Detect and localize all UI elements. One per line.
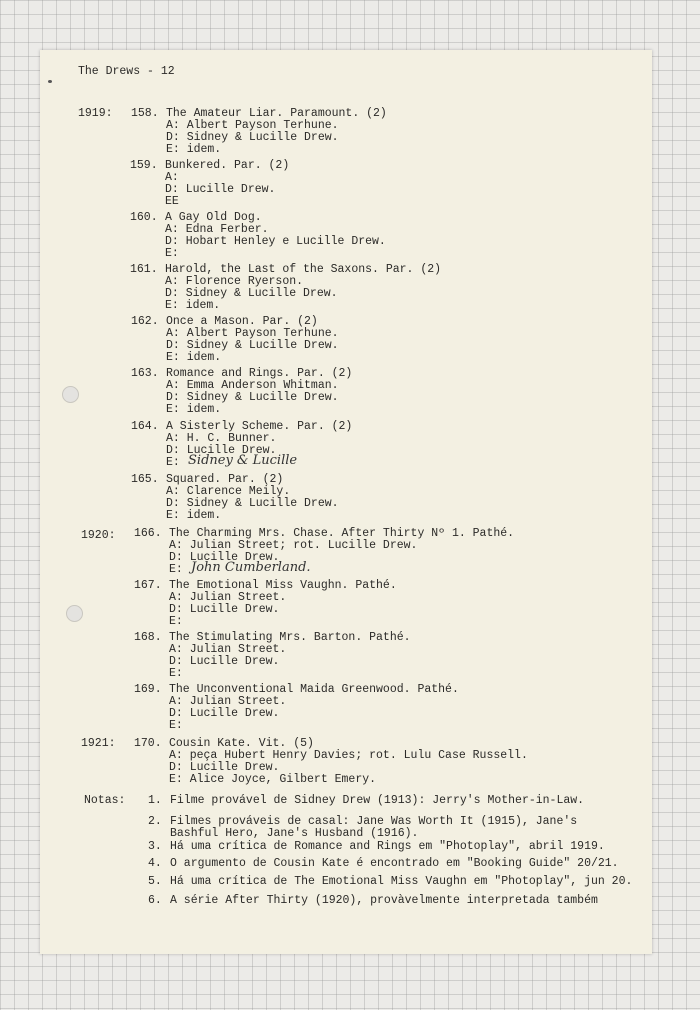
note-number: 3. <box>148 840 162 853</box>
document-page <box>40 50 652 954</box>
entry-cast: E: <box>169 667 183 680</box>
entry-number: 160. <box>130 211 158 224</box>
entry-director: D: Sidney & Lucille Drew. <box>165 287 338 300</box>
entry-author: A: H. C. Bunner. <box>166 432 277 445</box>
entry-director: D: Lucille Drew. <box>169 551 280 564</box>
entry-number: 164. <box>131 420 159 433</box>
punch-hole-bottom <box>66 605 83 622</box>
entry-number: 163. <box>131 367 159 380</box>
entry-cast: E: idem. <box>166 403 222 416</box>
entry-author: A: Edna Ferber. <box>165 223 269 236</box>
entry-number: 169. <box>134 683 162 696</box>
entry-cast: E: <box>169 719 183 732</box>
entry-author: A: peça Hubert Henry Davies; rot. Lulu Case Russell. <box>169 749 528 762</box>
entry-director: D: Hobart Henley e Lucille Drew. <box>165 235 386 248</box>
entry-author: A: Julian Street. <box>169 695 287 708</box>
entry-title: A Sisterly Scheme. Par. (2) <box>166 420 353 433</box>
entry-author: A: Albert Payson Terhune. <box>166 119 339 132</box>
note-text: Filme provável de Sidney Drew (1913): Jerry's Mother-in-Law. <box>170 794 585 807</box>
entry-cast: EE <box>165 195 179 208</box>
entry-author: A: Clarence Meily. <box>166 485 291 498</box>
note-number: 5. <box>148 875 162 888</box>
note-number: 4. <box>148 857 162 870</box>
note-text: Há uma crítica de The Emotional Miss Vaughn em "Photoplay", jun 20. <box>170 875 633 888</box>
entry-number: 158. <box>131 107 159 120</box>
entry-title: Bunkered. Par. (2) <box>165 159 290 172</box>
entry-cast: E: idem. <box>166 509 222 522</box>
entry-director: D: Sidney & Lucille Drew. <box>166 497 339 510</box>
entry-director: D: Lucille Drew. <box>169 707 280 720</box>
entry-author: A: Julian Street. <box>169 591 287 604</box>
entry-title: The Charming Mrs. Chase. After Thirty Nº 1. Pathé. <box>169 527 515 540</box>
entry-title: The Amateur Liar. Paramount. (2) <box>166 107 387 120</box>
entry-cast: E: <box>169 563 183 576</box>
entry-director: D: Lucille Drew. <box>166 444 277 457</box>
entry-cast: E: <box>166 456 180 469</box>
entry-cast: E: <box>169 615 183 628</box>
entry-director: D: Lucille Drew. <box>165 183 276 196</box>
entry-director: D: Sidney & Lucille Drew. <box>166 339 339 352</box>
page-header: The Drews - 12 <box>78 65 175 78</box>
entry-cast: E: idem. <box>165 299 221 312</box>
entry-director: D: Sidney & Lucille Drew. <box>166 131 339 144</box>
entry-cast: E: Alice Joyce, Gilbert Emery. <box>169 773 377 786</box>
note-text: A série After Thirty (1920), provàvelmente interpretada também <box>170 894 598 907</box>
ink-mark <box>48 80 52 83</box>
entry-number: 159. <box>130 159 158 172</box>
punch-hole-top <box>62 386 79 403</box>
entry-director: D: Lucille Drew. <box>169 655 280 668</box>
entry-title: The Stimulating Mrs. Barton. Pathé. <box>169 631 411 644</box>
entry-title: Harold, the Last of the Saxons. Par. (2) <box>165 263 442 276</box>
note-text: O argumento de Cousin Kate é encontrado em "Booking Guide" 20/21. <box>170 857 619 870</box>
entry-title: Romance and Rings. Par. (2) <box>166 367 353 380</box>
entry-cast: E: idem. <box>166 143 222 156</box>
year-1921: 1921: <box>81 737 116 750</box>
entry-number: 170. <box>134 737 162 750</box>
entry-number: 166. <box>134 527 162 540</box>
note-text: Há uma crítica de Romance and Rings em "Photoplay", abril 1919. <box>170 840 605 853</box>
note-number: 2. <box>148 815 162 828</box>
year-1920: 1920: <box>81 529 116 542</box>
entry-number: 168. <box>134 631 162 644</box>
note-text: Bashful Hero, Jane's Husband (1916). <box>170 827 419 840</box>
entry-author: A: Julian Street; rot. Lucille Drew. <box>169 539 418 552</box>
entry-title: Cousin Kate. Vit. (5) <box>169 737 314 750</box>
notes-label: Notas: <box>84 794 126 807</box>
note-number: 6. <box>148 894 162 907</box>
handwritten-cast: John Cumberland. <box>191 560 311 575</box>
entry-title: Squared. Par. (2) <box>166 473 284 486</box>
entry-author: A: Albert Payson Terhune. <box>166 327 339 340</box>
entry-author: A: Julian Street. <box>169 643 287 656</box>
entry-title: The Emotional Miss Vaughn. Pathé. <box>169 579 397 592</box>
entry-director: D: Lucille Drew. <box>169 761 280 774</box>
year-1919: 1919: <box>78 107 113 120</box>
entry-title: Once a Mason. Par. (2) <box>166 315 318 328</box>
entry-author: A: Florence Ryerson. <box>165 275 304 288</box>
entry-cast: E: <box>165 247 179 260</box>
handwritten-cast: Sidney & Lucille <box>188 453 298 468</box>
entry-number: 167. <box>134 579 162 592</box>
entry-author: A: Emma Anderson Whitman. <box>166 379 339 392</box>
entry-director: D: Sidney & Lucille Drew. <box>166 391 339 404</box>
entry-title: The Unconventional Maida Greenwood. Pathé. <box>169 683 459 696</box>
note-number: 1. <box>148 794 162 807</box>
entry-number: 161. <box>130 263 158 276</box>
entry-director: D: Lucille Drew. <box>169 603 280 616</box>
entry-title: A Gay Old Dog. <box>165 211 262 224</box>
entry-author: A: <box>165 171 179 184</box>
entry-cast: E: idem. <box>166 351 222 364</box>
note-text: Filmes prováveis de casal: Jane Was Worth It (1915), Jane's <box>170 815 578 828</box>
entry-number: 165. <box>131 473 159 486</box>
entry-number: 162. <box>131 315 159 328</box>
